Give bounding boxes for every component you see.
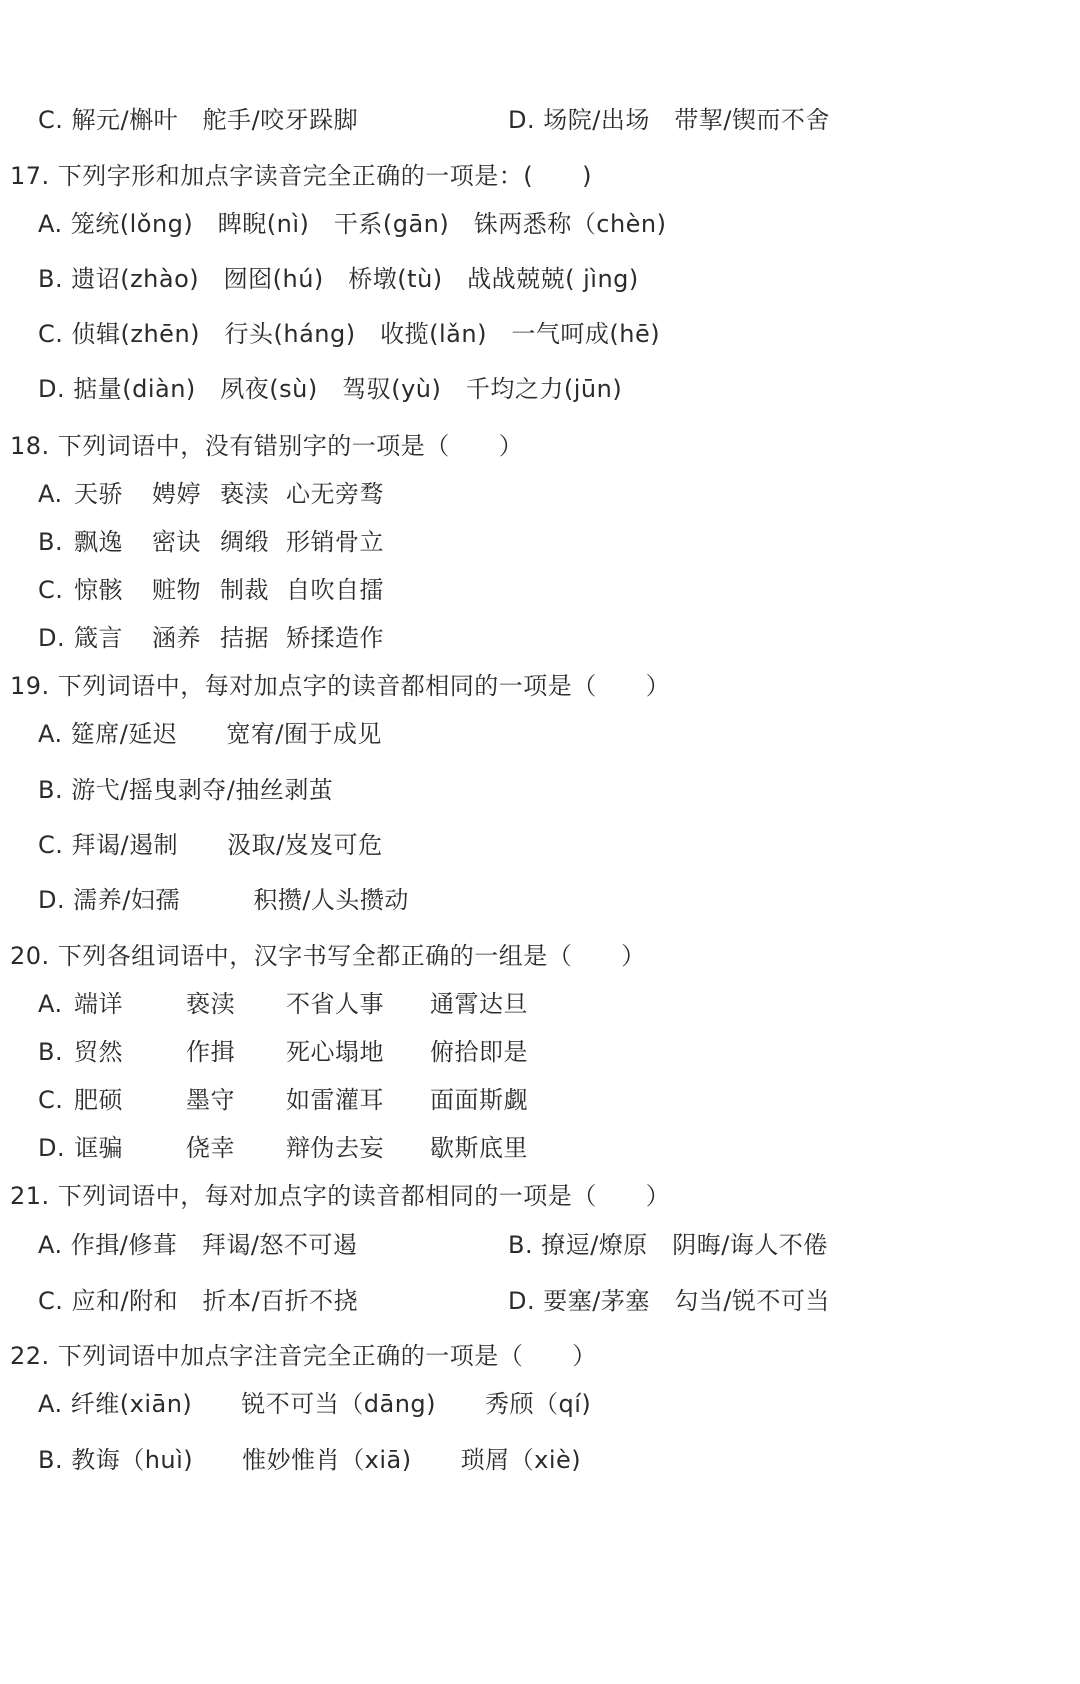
q21-option-c: C. 应和/附和 折本/百折不挠 <box>38 1287 359 1315</box>
q22-option-b: B. 教诲（huì) 惟妙惟肖（xiā) 琐屑（xiè) <box>38 1446 582 1474</box>
option-word: 拮据 <box>220 624 269 652</box>
option-word: 赃物 <box>152 576 201 604</box>
option-word: 矫揉造作 <box>286 624 384 652</box>
option-word: 俯拾即是 <box>430 1038 528 1066</box>
q21-stem: 21. 下列词语中，每对加点字的读音都相同的一项是（ ） <box>10 1182 671 1210</box>
option-word: 飘逸 <box>74 528 123 556</box>
q17-option-b: B. 遗诏(zhào) 囫囵(hú) 桥墩(tù) 战战兢兢( jìng) <box>38 265 639 293</box>
q16-option-c: C. 解元/槲叶 舵手/咬牙跺脚 <box>38 106 359 134</box>
q19-stem: 19. 下列词语中，每对加点字的读音都相同的一项是（ ） <box>10 672 671 700</box>
option-word: 涵养 <box>152 624 201 652</box>
option-word: 贸然 <box>74 1038 123 1066</box>
option-word: 心无旁骛 <box>286 480 384 508</box>
option-word: 不省人事 <box>286 990 384 1018</box>
option-label: C. <box>38 576 64 604</box>
option-word: 惊骸 <box>74 576 123 604</box>
q18-stem: 18. 下列词语中，没有错别字的一项是（ ） <box>10 432 524 460</box>
option-word: 死心塌地 <box>286 1038 384 1066</box>
q17-stem: 17. 下列字形和加点字读音完全正确的一项是：( ) <box>10 162 593 190</box>
q16-option-d: D. 场院/出场 带挈/锲而不舍 <box>508 106 830 134</box>
option-word: 墨守 <box>186 1086 235 1114</box>
option-label: C. <box>38 1086 64 1114</box>
option-word: 诓骗 <box>74 1134 123 1162</box>
q19-option-a: A. 筵席/延迟 宽宥/囿于成见 <box>38 720 382 748</box>
option-word: 绸缎 <box>220 528 269 556</box>
q17-option-d: D. 掂量(diàn) 夙夜(sù) 驾驭(yù) 千均之力(jūn) <box>38 375 623 403</box>
q19-option-b: B. 游弋/摇曳剥夺/抽丝剥茧 <box>38 776 334 804</box>
option-label: A. <box>38 480 63 508</box>
option-word: 作揖 <box>186 1038 235 1066</box>
option-word: 亵渎 <box>220 480 269 508</box>
q22-option-a: A. 纤维(xiān) 锐不可当（dāng) 秀颀（qí) <box>38 1390 592 1418</box>
option-word: 亵渎 <box>186 990 235 1018</box>
option-word: 面面斯觑 <box>430 1086 528 1114</box>
option-word: 自吹自擂 <box>286 576 384 604</box>
q21-option-a: A. 作揖/修葺 拜谒/怒不可遏 <box>38 1231 358 1259</box>
option-label: D. <box>38 624 66 652</box>
q17-option-a: A. 笼统(lǒng) 睥睨(nì) 干系(gān) 铢两悉称（chèn) <box>38 210 667 238</box>
q21-option-b: B. 撩逗/燎原 阴晦/诲人不倦 <box>508 1231 828 1259</box>
option-label: B. <box>38 528 64 556</box>
option-word: 端详 <box>74 990 123 1018</box>
option-label: D. <box>38 1134 66 1162</box>
option-word: 密诀 <box>152 528 201 556</box>
option-word: 天骄 <box>74 480 123 508</box>
q22-stem: 22. 下列词语中加点字注音完全正确的一项是（ ） <box>10 1342 597 1370</box>
option-word: 娉婷 <box>152 480 201 508</box>
q21-option-d: D. 要塞/茅塞 勾当/锐不可当 <box>508 1287 830 1315</box>
option-word: 肥硕 <box>74 1086 123 1114</box>
q19-option-d: D. 濡养/妇孺 积攒/人头攒动 <box>38 886 409 914</box>
option-word: 辩伪去妄 <box>286 1134 384 1162</box>
option-word: 制裁 <box>220 576 269 604</box>
q17-option-c: C. 侦辑(zhēn) 行头(háng) 收揽(lǎn) 一气呵成(hē) <box>38 320 661 348</box>
option-word: 歇斯底里 <box>430 1134 528 1162</box>
option-word: 如雷灌耳 <box>286 1086 384 1114</box>
option-word: 形销骨立 <box>286 528 384 556</box>
q19-option-c: C. 拜谒/遏制 汲取/岌岌可危 <box>38 831 383 859</box>
q20-stem: 20. 下列各组词语中，汉字书写全都正确的一组是（ ） <box>10 942 646 970</box>
option-word: 侥幸 <box>186 1134 235 1162</box>
option-label: B. <box>38 1038 64 1066</box>
option-label: A. <box>38 990 63 1018</box>
option-word: 箴言 <box>74 624 123 652</box>
option-word: 通霄达旦 <box>430 990 528 1018</box>
